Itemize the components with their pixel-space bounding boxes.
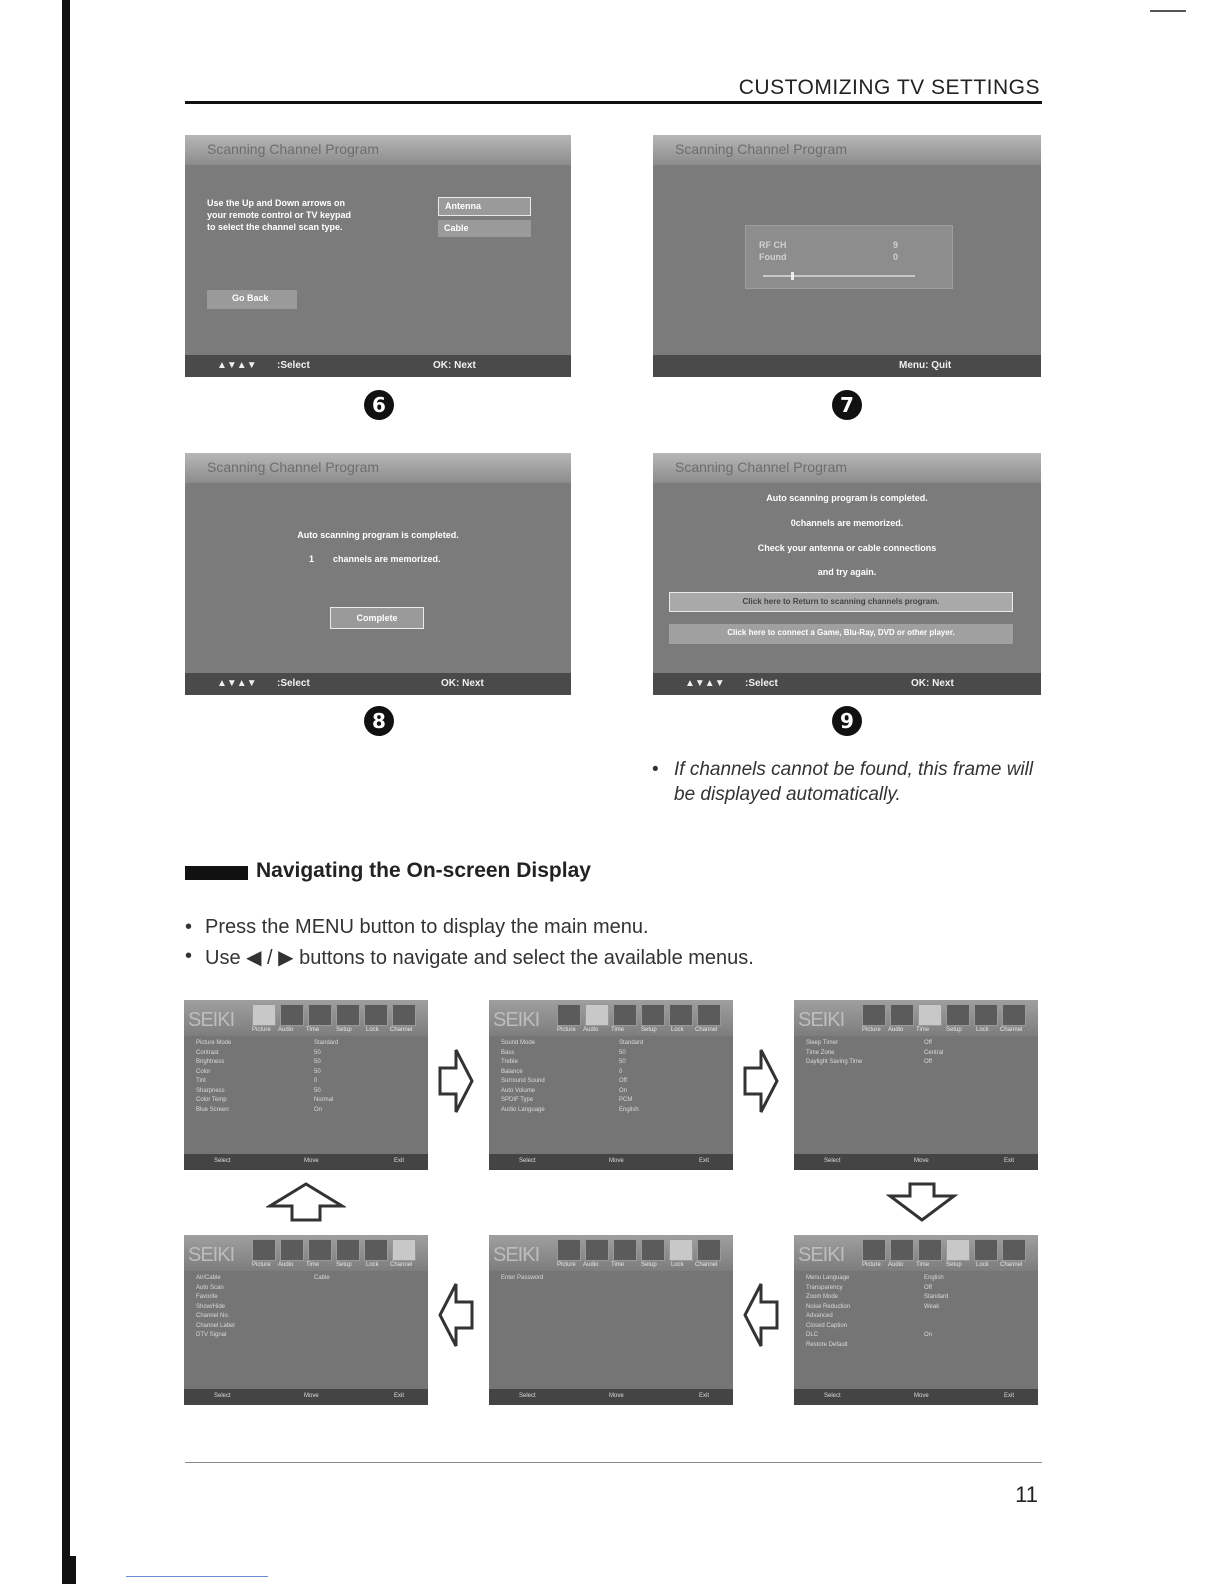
menu-row-value: On	[924, 1332, 933, 1338]
menu-setup	[794, 1235, 1038, 1405]
arrow-right-icon	[741, 1046, 781, 1116]
menu-tab-label: Channel	[695, 1262, 718, 1268]
menu-row-value: Standard	[314, 1040, 339, 1046]
menu-row[interactable]	[806, 1059, 1028, 1069]
header-rule	[185, 101, 1042, 104]
menu-tab-label: Time	[916, 1262, 930, 1268]
corner-mark	[1150, 10, 1186, 12]
menu-row[interactable]	[501, 1275, 723, 1285]
menu-tab-icon[interactable]	[280, 1004, 304, 1026]
menu-tab-label: Audio	[583, 1027, 599, 1033]
menu-tab-label: Lock	[366, 1027, 379, 1033]
menu-row-label: Channel No.	[196, 1313, 230, 1319]
menu-footer-label: Select	[519, 1158, 536, 1164]
menu-row-label: Audio Language	[501, 1106, 545, 1113]
menu-tab-bar	[794, 1000, 1038, 1036]
menu-row-value: Central	[924, 1049, 944, 1056]
seiki-logo: SEIKI	[493, 1244, 540, 1266]
menu-rows	[806, 1275, 1028, 1351]
menu-tab-labels	[794, 1262, 1038, 1271]
menu-row-label: Bass	[501, 1049, 515, 1056]
menu-row[interactable]	[501, 1059, 723, 1069]
menu-row-label: Contrast	[196, 1049, 219, 1056]
menu-footer	[794, 1389, 1038, 1405]
menu-row[interactable]	[806, 1342, 1028, 1352]
menu-row-value: 50	[314, 1068, 321, 1075]
menu-tab-icon[interactable]	[392, 1239, 416, 1261]
instruction-line: Use the Up and Down arrows on	[207, 198, 346, 208]
menu-row[interactable]	[501, 1097, 723, 1107]
menu-row-value: Normal	[314, 1097, 334, 1103]
menu-row-value: 50	[314, 1087, 321, 1094]
completed-message: Auto scanning program is completed.	[297, 530, 459, 540]
rf-channel-label: RF CH	[759, 240, 787, 250]
memorized-message: channels are memorized.	[333, 554, 441, 564]
menu-tab-bar	[794, 1235, 1038, 1271]
seiki-logo: SEIKI	[798, 1244, 845, 1266]
scan-progress-marker	[791, 272, 794, 280]
menu-footer-label: Exit	[1004, 1158, 1015, 1164]
menu-rows	[196, 1275, 418, 1342]
menu-row[interactable]	[196, 1050, 418, 1060]
menu-row-label: Advanced	[806, 1313, 833, 1319]
menu-row[interactable]	[806, 1323, 1028, 1333]
menu-tab-label: Setup	[641, 1262, 657, 1268]
menu-tab-bar	[489, 1235, 733, 1271]
menu-footer-label: Move	[914, 1393, 929, 1399]
menu-row[interactable]	[196, 1107, 418, 1117]
menu-row-value: On	[619, 1087, 628, 1094]
page-header-title: CUSTOMIZING TV SETTINGS	[738, 76, 1040, 99]
menu-tab-icon[interactable]	[890, 1239, 914, 1261]
menu-tab-label: Channel	[390, 1262, 413, 1268]
menu-footer	[794, 1154, 1038, 1170]
menu-tab-label: Setup	[336, 1027, 352, 1033]
bullet-text: Use ◀ / ▶ buttons to navigate and select the available menus.	[205, 947, 754, 969]
menu-tab-icon[interactable]	[613, 1004, 637, 1026]
menu-tab-labels	[184, 1027, 428, 1036]
menu-rows	[196, 1040, 418, 1116]
menu-row-label: Favorite	[196, 1294, 218, 1300]
menu-tab-label: Audio	[278, 1262, 294, 1268]
menu-tab-icon[interactable]	[862, 1004, 886, 1026]
menu-row-value: Off	[924, 1040, 932, 1046]
menu-footer	[489, 1154, 733, 1170]
menu-footer	[184, 1389, 428, 1405]
menu-tab-icon[interactable]	[862, 1239, 886, 1261]
menu-row-value: 50	[314, 1059, 321, 1065]
arrows-icon: ▲▼▲▼	[217, 678, 257, 689]
footer-select: :Select	[277, 678, 310, 689]
menu-tab-icon[interactable]	[641, 1239, 665, 1261]
screen-8-scan-complete	[185, 453, 571, 695]
scan-progress-bar	[763, 275, 915, 277]
menu-row[interactable]	[806, 1313, 1028, 1323]
menu-row-value: Off	[924, 1059, 932, 1065]
menu-row-label: Sleep Timer	[806, 1040, 839, 1046]
seiki-logo: SEIKI	[493, 1009, 540, 1031]
menu-row-label: Channel Label	[196, 1322, 235, 1329]
menu-tab-label: Lock	[671, 1262, 684, 1268]
menu-footer-label: Move	[914, 1158, 929, 1164]
menu-row-value: Cable	[314, 1275, 330, 1281]
footer-select: :Select	[745, 678, 778, 689]
memorized-message: 0channels are memorized.	[790, 518, 904, 528]
arrow-left-icon	[436, 1280, 476, 1350]
menu-row[interactable]	[501, 1088, 723, 1098]
step-number-9: 9	[832, 706, 862, 736]
menu-row-label: Menu Language	[806, 1275, 850, 1281]
cable-option[interactable]: Cable	[438, 220, 531, 237]
section-marker	[185, 866, 248, 880]
menu-row[interactable]	[196, 1040, 418, 1050]
menu-footer-label: Select	[824, 1393, 841, 1399]
menu-tab-icon[interactable]	[974, 1004, 998, 1026]
menu-row[interactable]	[196, 1069, 418, 1079]
menu-tab-icon[interactable]	[308, 1004, 332, 1026]
complete-button[interactable]: Complete	[330, 607, 424, 629]
menu-tab-icon[interactable]	[918, 1239, 942, 1261]
menu-row-label: DTV Signal	[196, 1332, 227, 1338]
menu-row-label: Picture Mode	[196, 1040, 232, 1046]
menu-tab-label: Picture	[252, 1262, 271, 1268]
menu-tab-icon[interactable]	[974, 1239, 998, 1261]
footer-next: OK: Next	[433, 360, 476, 371]
menu-row-label: Air/Cable	[196, 1275, 221, 1281]
menu-tab-bar	[184, 1235, 428, 1271]
menu-footer	[184, 1154, 428, 1170]
menu-row-label: Restore Default	[806, 1341, 848, 1348]
menu-row-value: Weak	[924, 1303, 940, 1310]
bullet-text: Press the MENU button to display the main menu.	[205, 916, 649, 938]
antenna-option[interactable]: Antenna	[438, 197, 531, 216]
menu-tab-label: Setup	[336, 1262, 352, 1268]
menu-tab-icon[interactable]	[557, 1239, 581, 1261]
menu-footer	[489, 1389, 733, 1405]
menu-row-label: SPDIF Type	[501, 1097, 534, 1103]
menu-row[interactable]	[196, 1323, 418, 1333]
menu-row[interactable]	[196, 1285, 418, 1295]
menu-tab-label: Lock	[976, 1262, 989, 1268]
check-connections-message: Check your antenna or cable connections	[757, 543, 937, 553]
menu-row-value: Standard	[924, 1294, 949, 1300]
menu-tab-icon[interactable]	[336, 1239, 360, 1261]
page-number: 11	[1015, 1482, 1038, 1507]
arrow-down-icon	[886, 1180, 958, 1224]
menu-row[interactable]	[196, 1275, 418, 1285]
seiki-logo: SEIKI	[188, 1009, 235, 1031]
step-number-6: 6	[364, 390, 394, 420]
screen-title: Scanning Channel Program	[185, 135, 571, 165]
menu-row-value: Off	[924, 1284, 932, 1291]
menu-row-label: Surround Sound	[501, 1078, 545, 1084]
menu-tab-icon[interactable]	[252, 1239, 276, 1261]
menu-tab-bar	[184, 1000, 428, 1036]
menu-tab-label: Setup	[946, 1027, 962, 1033]
menu-row[interactable]	[196, 1313, 418, 1323]
note-text: If channels cannot be found, this frame will be displayed automatically.	[674, 759, 1034, 805]
menu-tab-icon[interactable]	[308, 1239, 332, 1261]
menu-row[interactable]	[806, 1304, 1028, 1314]
menu-tab-label: Channel	[1000, 1262, 1023, 1268]
menu-row[interactable]	[501, 1069, 723, 1079]
seiki-logo: SEIKI	[188, 1244, 235, 1266]
menu-row-label: Brightness	[196, 1059, 225, 1065]
menu-row-label: Color Temp	[196, 1097, 227, 1103]
menu-tab-labels	[489, 1027, 733, 1036]
menu-tab-icon[interactable]	[669, 1239, 693, 1261]
screen-7-scanning-progress	[653, 135, 1041, 377]
menu-tab-label: Lock	[976, 1027, 989, 1033]
found-value: 0	[893, 252, 899, 262]
menu-row-label: Closed Caption	[806, 1322, 848, 1329]
menu-tab-label: Channel	[390, 1027, 413, 1033]
menu-row[interactable]	[501, 1050, 723, 1060]
footer-quit: Menu: Quit	[899, 360, 952, 371]
section-title: Navigating the On-screen Display	[256, 859, 591, 882]
step-number-8: 8	[364, 706, 394, 736]
menu-tab-label: Picture	[862, 1262, 881, 1268]
completed-message: Auto scanning program is completed.	[766, 493, 928, 503]
menu-footer-label: Exit	[699, 1393, 710, 1399]
menu-footer-label: Exit	[394, 1158, 405, 1164]
menu-tab-icon[interactable]	[918, 1004, 942, 1026]
menu-tab-label: Picture	[862, 1027, 881, 1033]
menu-row-value: On	[314, 1106, 323, 1113]
binding-edge	[62, 0, 70, 1584]
menu-tab-label: Audio	[278, 1027, 294, 1033]
menu-tab-label: Audio	[888, 1027, 904, 1033]
channel-count: 1	[309, 554, 315, 564]
menu-footer-label: Select	[519, 1393, 536, 1399]
menu-audio	[489, 1000, 733, 1170]
menu-tab-icon[interactable]	[1002, 1239, 1026, 1261]
menu-rows	[501, 1040, 723, 1116]
menu-footer-label: Move	[304, 1158, 319, 1164]
menu-row[interactable]	[196, 1078, 418, 1088]
menu-tab-labels	[489, 1262, 733, 1271]
menu-lock	[489, 1235, 733, 1405]
menu-tab-labels	[184, 1262, 428, 1271]
menu-row[interactable]	[806, 1294, 1028, 1304]
screen-footer	[653, 673, 1041, 695]
menu-row-value: Off	[619, 1078, 627, 1084]
menu-row-label: Transparency	[806, 1284, 843, 1291]
menu-tab-icon[interactable]	[557, 1004, 581, 1026]
menu-row[interactable]	[806, 1050, 1028, 1060]
menu-footer-label: Move	[304, 1393, 319, 1399]
menu-tab-icon[interactable]	[280, 1239, 304, 1261]
menu-tab-labels	[794, 1027, 1038, 1036]
menu-footer-label: Exit	[699, 1158, 710, 1164]
menu-row-value: 0	[314, 1078, 318, 1084]
binding-edge-foot	[62, 1556, 76, 1584]
menu-tab-icon[interactable]	[946, 1004, 970, 1026]
menu-row-label: Color	[196, 1068, 211, 1075]
menu-tab-icon[interactable]	[697, 1004, 721, 1026]
rf-channel-value: 9	[893, 240, 899, 250]
menu-tab-icon[interactable]	[890, 1004, 914, 1026]
menu-row[interactable]	[196, 1304, 418, 1314]
menu-row[interactable]	[501, 1040, 723, 1050]
screen-footer	[185, 673, 571, 695]
arrow-right-icon	[436, 1046, 476, 1116]
menu-row-label: Auto Volume	[501, 1087, 536, 1094]
screen-6-channel-scan-type	[185, 135, 571, 377]
found-label: Found	[759, 252, 787, 262]
menu-time	[794, 1000, 1038, 1170]
menu-row[interactable]	[806, 1285, 1028, 1295]
menu-row-value: PCM	[619, 1097, 633, 1103]
menu-tab-label: Channel	[695, 1027, 718, 1033]
menu-footer-label: Select	[214, 1158, 231, 1164]
menu-row-label: Noise Reduction	[806, 1303, 851, 1310]
menu-tab-label: Time	[306, 1262, 320, 1268]
menu-row[interactable]	[196, 1294, 418, 1304]
menu-tab-icon[interactable]	[585, 1004, 609, 1026]
screen-9-no-channels	[653, 453, 1041, 695]
menu-tab-label: Time	[611, 1262, 625, 1268]
arrows-icon: ▲▼▲▼	[217, 360, 257, 371]
menu-row-value: 50	[619, 1049, 626, 1056]
menu-tab-label: Lock	[671, 1027, 684, 1033]
menu-tab-label: Picture	[557, 1027, 576, 1033]
menu-footer-label: Exit	[394, 1393, 405, 1399]
instruction-line: to select the channel scan type.	[207, 222, 343, 232]
go-back-button[interactable]: Go Back	[207, 290, 297, 309]
menu-footer-label: Select	[214, 1393, 231, 1399]
screen-footer	[185, 355, 571, 377]
menu-row-value: English	[619, 1106, 639, 1113]
menu-tab-icon[interactable]	[336, 1004, 360, 1026]
menu-row-label: Tint	[196, 1078, 206, 1084]
footer-select: :Select	[277, 360, 310, 371]
menu-channel	[184, 1235, 428, 1405]
menu-row-value: 50	[314, 1049, 321, 1056]
menu-rows	[806, 1040, 1028, 1069]
menu-row-label: DLC	[806, 1332, 819, 1338]
menu-row-label: Blue Screen	[196, 1106, 229, 1113]
menu-row-label: Treble	[501, 1059, 518, 1065]
menu-tab-icon[interactable]	[697, 1239, 721, 1261]
menu-row-value: Standard	[619, 1040, 644, 1046]
menu-row-label: Time Zone	[806, 1049, 835, 1056]
step-number-7: 7	[832, 390, 862, 420]
footer-next: OK: Next	[441, 678, 484, 689]
scan-artifact-line	[126, 1576, 268, 1577]
menu-row-label: Show/Hide	[196, 1303, 226, 1310]
menu-row[interactable]	[501, 1107, 723, 1117]
menu-row-value: 0	[619, 1068, 623, 1075]
menu-tab-label: Time	[916, 1027, 930, 1033]
menu-row[interactable]	[196, 1088, 418, 1098]
menu-tab-label: Audio	[583, 1262, 599, 1268]
menu-tab-icon[interactable]	[669, 1004, 693, 1026]
menu-tab-label: Setup	[641, 1027, 657, 1033]
seiki-logo: SEIKI	[798, 1009, 845, 1031]
menu-row[interactable]	[196, 1097, 418, 1107]
menu-tab-label: Lock	[366, 1262, 379, 1268]
footer-rule	[185, 1462, 1042, 1463]
menu-row-value: English	[924, 1275, 944, 1281]
menu-tab-label: Picture	[252, 1027, 271, 1033]
menu-row[interactable]	[806, 1332, 1028, 1342]
arrows-icon: ▲▼▲▼	[685, 678, 725, 689]
menu-tab-label: Setup	[946, 1262, 962, 1268]
screen-title: Scanning Channel Program	[653, 135, 1041, 165]
menu-row-label: Balance	[501, 1068, 523, 1075]
menu-rows	[501, 1275, 723, 1285]
menu-row[interactable]	[196, 1059, 418, 1069]
menu-row[interactable]	[806, 1040, 1028, 1050]
menu-tab-label: Picture	[557, 1262, 576, 1268]
menu-tab-icon[interactable]	[252, 1004, 276, 1026]
menu-tab-icon[interactable]	[364, 1004, 388, 1026]
instruction-line: your remote control or TV keypad	[207, 210, 352, 220]
screen-title: Scanning Channel Program	[185, 453, 571, 483]
menu-footer-label: Select	[824, 1158, 841, 1164]
menu-footer-label: Exit	[1004, 1393, 1015, 1399]
try-again-message: and try again.	[817, 567, 877, 577]
menu-tab-icon[interactable]	[585, 1239, 609, 1261]
return-to-scan-button[interactable]: Click here to Return to scanning channels program.	[669, 592, 1013, 612]
menu-row-value: 50	[619, 1059, 626, 1065]
menu-tab-icon[interactable]	[613, 1239, 637, 1261]
menu-tab-icon[interactable]	[392, 1004, 416, 1026]
menu-row-label: Auto Scan	[196, 1284, 224, 1291]
menu-tab-bar	[489, 1000, 733, 1036]
arrow-up-icon	[266, 1180, 346, 1224]
menu-row-label: Sharpness	[196, 1087, 225, 1094]
footer-next: OK: Next	[911, 678, 954, 689]
menu-row-label: Zoom Mode	[806, 1294, 839, 1300]
screen-footer	[653, 355, 1041, 377]
menu-tab-label: Time	[611, 1027, 625, 1033]
menu-tab-label: Time	[306, 1027, 320, 1033]
menu-tab-label: Audio	[888, 1262, 904, 1268]
screen-title: Scanning Channel Program	[653, 453, 1041, 483]
menu-row-label: Daylight Saving Time	[806, 1059, 863, 1065]
menu-tab-icon[interactable]	[946, 1239, 970, 1261]
menu-tab-icon[interactable]	[641, 1004, 665, 1026]
menu-picture	[184, 1000, 428, 1170]
menu-row-label: Sound Mode	[501, 1040, 536, 1046]
menu-tab-icon[interactable]	[1002, 1004, 1026, 1026]
menu-footer-label: Move	[609, 1158, 624, 1164]
menu-tab-label: Channel	[1000, 1027, 1023, 1033]
connect-player-button[interactable]: Click here to connect a Game, Blu-Ray, DVD or other player.	[669, 624, 1013, 644]
menu-row[interactable]	[196, 1332, 418, 1342]
menu-row-label: Enter Password	[501, 1275, 544, 1281]
arrow-left-icon	[741, 1280, 781, 1350]
menu-row[interactable]	[501, 1078, 723, 1088]
menu-footer-label: Move	[609, 1393, 624, 1399]
menu-row[interactable]	[806, 1275, 1028, 1285]
menu-tab-icon[interactable]	[364, 1239, 388, 1261]
note-bullet: •	[652, 759, 659, 780]
